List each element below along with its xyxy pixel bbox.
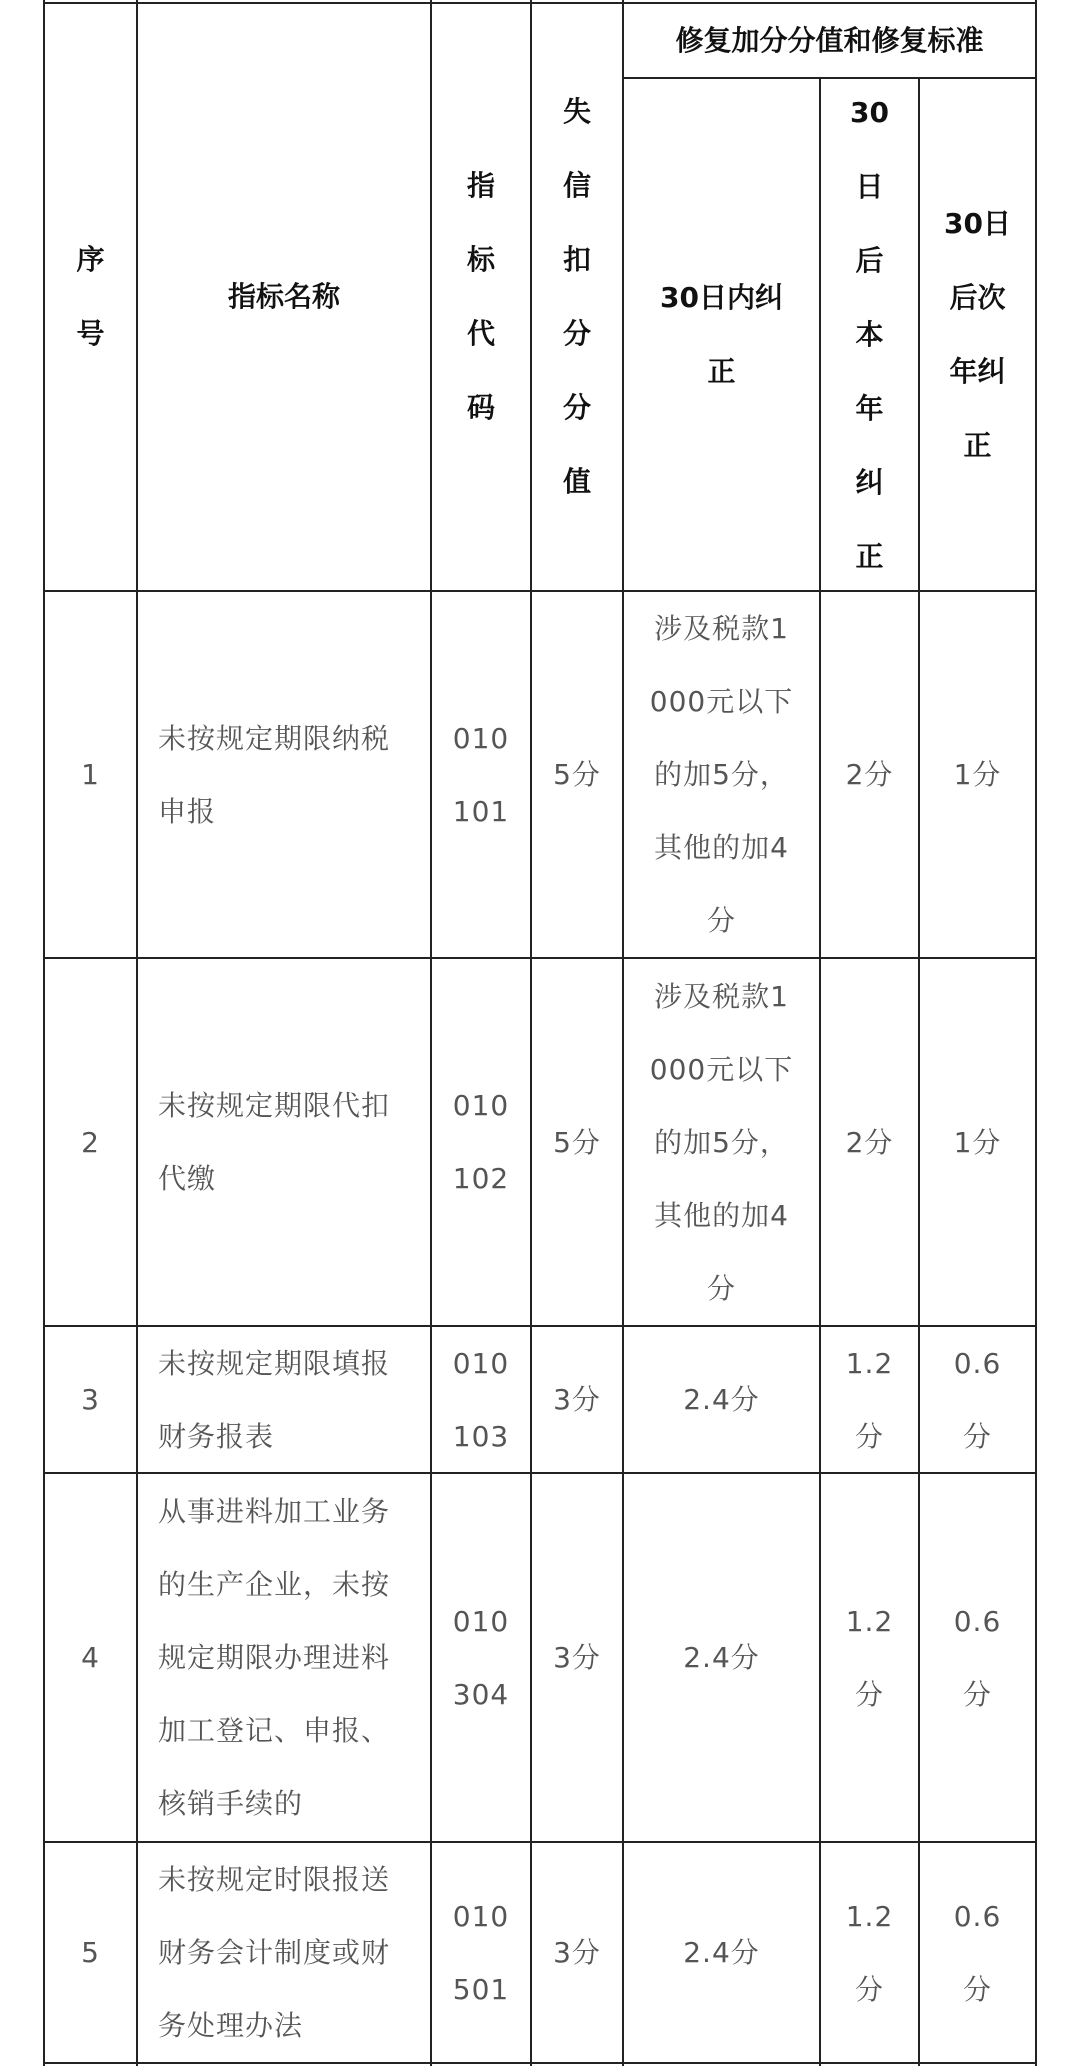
cell-line: 分 [962, 1972, 992, 2006]
cell-line: 未按规定期限纳税 [158, 721, 391, 755]
cell-line: 后 [855, 243, 884, 277]
cell-line: 指 [466, 169, 495, 202]
cell-line: 代 [466, 317, 495, 350]
cell-indicator-code [432, 1474, 530, 1841]
cell-line: 日 [855, 169, 884, 203]
cell-line: 分 [854, 1419, 884, 1453]
cell-within-30-days [624, 1843, 819, 2062]
cell-indicator-code [432, 592, 530, 957]
header-indicator-name: 指标名称 [227, 280, 340, 313]
cell-indicator-code [432, 959, 530, 1325]
cell-indicator-name [138, 959, 430, 1325]
cell-line: 010 [452, 1604, 510, 1638]
cell-line: 值 [562, 465, 591, 498]
cell-serial-number: 2 [81, 1125, 100, 1159]
cell-line: 501 [452, 1972, 510, 2006]
cell-line: 加工登记、申报、 [158, 1714, 391, 1747]
cell-line: 涉及税款1 [654, 979, 789, 1013]
cell-serial-number: 3 [81, 1383, 100, 1416]
cell-deduction-points: 5分 [553, 1125, 601, 1159]
header-serial-number [45, 4, 136, 590]
cell-after-30-days-this-year [821, 1474, 918, 1841]
header-within-30-days [624, 79, 819, 590]
cell-line: 2.4分 [683, 1383, 760, 1416]
header-indicator-code [432, 4, 530, 590]
cell-line: 分 [854, 1677, 884, 1711]
cell-indicator-name [138, 1843, 430, 2062]
cell-line: 010 [452, 1089, 510, 1122]
cell-deduction-points: 3分 [553, 1383, 601, 1416]
cell-line: 的加5分， [654, 1125, 789, 1159]
cell-after-30-days-next-year [920, 1474, 1035, 1841]
cell-line: 010 [452, 721, 510, 755]
header-deduction-points [532, 4, 622, 590]
cell-line: 涉及税款1 [654, 612, 789, 645]
cell-line: 年纠 [949, 354, 1006, 388]
cell-within-30-days [624, 959, 819, 1325]
cell-line: 规定期限办理进料 [158, 1641, 391, 1674]
cell-line: 30日 [944, 206, 1011, 240]
grid-line [1035, 0, 1037, 2066]
cell-after-30-days-next-year [920, 959, 1035, 1325]
cell-line: 的生产企业，未按 [158, 1568, 391, 1601]
cell-within-30-days [624, 1474, 819, 1841]
grid-line [43, 2062, 1037, 2064]
cell-line: 分 [562, 317, 591, 350]
cell-line: 1分 [953, 758, 1002, 791]
cell-after-30-days-next-year [920, 592, 1035, 957]
cell-line: 30 [850, 95, 889, 129]
cell-line: 号 [76, 317, 105, 350]
cell-line: 000元以下 [649, 1052, 794, 1086]
cell-serial-number: 1 [81, 758, 100, 791]
cell-line: 0.6 [953, 1899, 1002, 1933]
cell-line: 其他的加4 [654, 1198, 789, 1232]
cell-line: 标 [466, 243, 495, 276]
cell-after-30-days-this-year [821, 1843, 918, 2062]
cell-line: 分 [962, 1419, 992, 1453]
cell-line: 1.2 [845, 1346, 894, 1380]
cell-line: 000元以下 [649, 685, 794, 718]
cell-line: 分 [854, 1972, 884, 2006]
cell-line: 正 [963, 428, 992, 462]
cell-line: 的加5分， [654, 758, 789, 791]
cell-line: 2.4分 [683, 1936, 760, 1969]
cell-line: 财务报表 [158, 1419, 275, 1453]
cell-line: 30日内纠 [660, 280, 783, 314]
cell-line: 103 [452, 1419, 510, 1453]
cell-line: 1分 [953, 1125, 1002, 1159]
cell-indicator-code [432, 1843, 530, 2062]
cell-after-30-days-this-year [821, 959, 918, 1325]
cell-line: 失 [562, 95, 591, 128]
cell-after-30-days-next-year [920, 1843, 1035, 2062]
cell-line: 0.6 [953, 1346, 1002, 1380]
cell-line: 1.2 [845, 1604, 894, 1638]
cell-line: 信 [562, 169, 591, 202]
cell-line: 代缴 [158, 1162, 217, 1195]
cell-indicator-name [138, 592, 430, 957]
cell-line: 304 [452, 1677, 510, 1711]
cell-line: 序 [76, 243, 105, 276]
cell-within-30-days [624, 592, 819, 957]
cell-serial-number: 4 [81, 1641, 100, 1674]
cell-line: 分 [706, 1271, 736, 1305]
header-after-30-days-next-year [920, 79, 1035, 590]
cell-line: 后次 [949, 280, 1006, 314]
header-group-title: 修复加分分值和修复标准 [675, 23, 984, 57]
cell-after-30-days-this-year [821, 592, 918, 957]
cell-line: 务处理办法 [158, 2009, 304, 2042]
cell-within-30-days [624, 1327, 819, 1472]
header-after-30-days-this-year [821, 79, 918, 590]
cell-line: 未按规定时限报送 [158, 1863, 391, 1896]
cell-line: 其他的加4 [654, 831, 789, 864]
cell-line: 102 [452, 1162, 510, 1195]
cell-line: 年 [855, 391, 884, 425]
cell-indicator-code [432, 1327, 530, 1472]
cell-line: 1.2 [845, 1899, 894, 1933]
cell-line: 分 [562, 391, 591, 424]
cell-line: 本 [855, 317, 884, 351]
cell-deduction-points: 5分 [553, 758, 601, 791]
cell-line: 分 [962, 1677, 992, 1711]
cell-indicator-name [138, 1474, 430, 1841]
cell-line: 正 [855, 539, 884, 573]
cell-line: 未按规定期限填报 [158, 1346, 391, 1380]
cell-deduction-points: 3分 [553, 1936, 601, 1969]
cell-line: 0.6 [953, 1604, 1002, 1638]
cell-line: 核销手续的 [158, 1787, 304, 1820]
cell-line: 010 [452, 1346, 510, 1380]
cell-line: 2分 [845, 1125, 894, 1159]
cell-line: 分 [706, 904, 736, 937]
cell-line: 申报 [158, 794, 217, 828]
cell-line: 正 [707, 354, 736, 388]
cell-line: 财务会计制度或财 [158, 1936, 391, 1969]
cell-deduction-points: 3分 [553, 1641, 601, 1674]
cell-line: 2分 [845, 758, 894, 791]
cell-after-30-days-this-year [821, 1327, 918, 1472]
cell-line: 码 [466, 391, 495, 424]
cell-after-30-days-next-year [920, 1327, 1035, 1472]
cell-line: 101 [452, 794, 510, 828]
cell-line: 纠 [855, 465, 884, 499]
cell-line: 扣 [562, 243, 591, 276]
cell-line: 2.4分 [683, 1641, 760, 1674]
cell-line: 010 [452, 1899, 510, 1933]
cell-serial-number: 5 [81, 1936, 100, 1969]
cell-line: 未按规定期限代扣 [158, 1089, 391, 1122]
cell-line: 从事进料加工业务 [158, 1495, 391, 1528]
cell-indicator-name [138, 1327, 430, 1472]
